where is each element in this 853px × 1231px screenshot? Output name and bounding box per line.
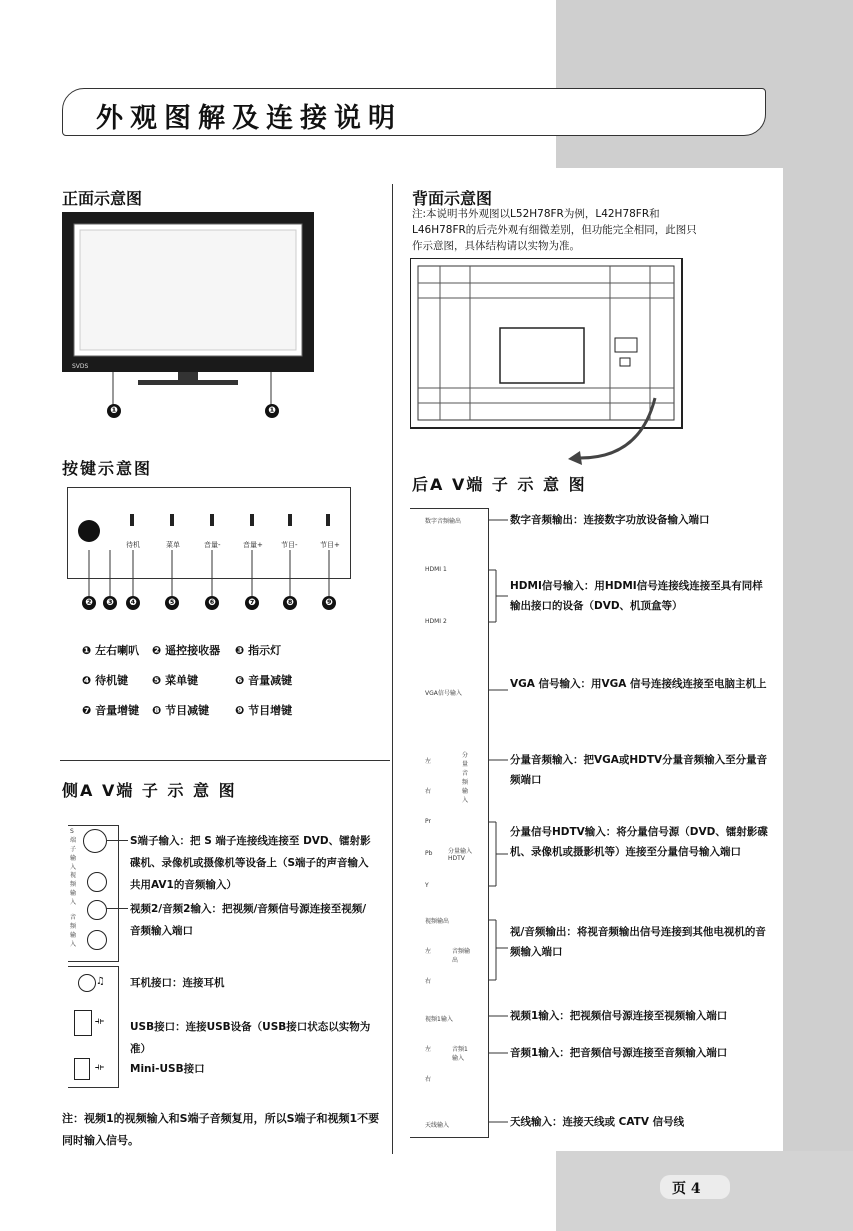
front-tv-illustration (60, 210, 320, 430)
marker-1-left: ❶ (107, 404, 121, 418)
marker-5: ❺ (165, 596, 179, 610)
audio-left-port-icon (87, 900, 107, 920)
rear-item-component-audio: 分量音频输入：把VGA或HDTV分量音频输入至分量音频端口 (510, 754, 768, 786)
marker-1-right: ❶ (265, 404, 279, 418)
front-heading: 正面示意图 (62, 189, 143, 208)
rear-port-out-l: 左 (425, 948, 432, 955)
page-title: 外观图解及连接说明 (96, 103, 402, 134)
side-port-label-video: 视频输入 (70, 872, 77, 906)
key-label-vol-up: 音量+ (243, 541, 263, 549)
marker-8: ❽ (283, 596, 297, 610)
marker-4: ❹ (126, 596, 140, 610)
rear-port-audio-out-title: 音频输出 (452, 948, 471, 964)
rear-item-hdmi: HDMI信号输入：用HDMI信号连接线连接至具有同样输出接口的设备（DVD、机顶盒等） (510, 580, 763, 612)
rear-item-vga: VGA 信号输入：用VGA 信号连接线连接至电脑主机上 (510, 678, 767, 690)
rear-port-hdmi1: HDMI 1 (425, 566, 447, 573)
side-item-mini-usb: Mini-USB接口 (130, 1063, 205, 1075)
legend-8: ❽ 节目减键 (152, 704, 210, 717)
rear-port-in-r: 右 (425, 1076, 432, 1083)
side-item-video2: 视频2/音频2输入：把视频/音频信号源连接至视频/音频输入端口 (130, 903, 367, 937)
legend-1: ❶ 左右喇叭 (82, 644, 140, 657)
side-av-note: 注：视频1的视频输入和S端子音频复用，所以S端子和视频1不要同时输入信号。 (62, 1112, 380, 1147)
rear-port-vga: VGA信号输入 (425, 690, 462, 697)
key-label-ch-up: 节目+ (320, 541, 340, 549)
page-number: 页 4 (672, 1181, 701, 1197)
marker-6: ❻ (205, 596, 219, 610)
mini-usb-icon: ⟛ (95, 1062, 105, 1073)
rear-item-audio1: 音频1输入：把音频信号源连接至音频输入端口 (510, 1047, 728, 1059)
rear-port-video-out: 视频输出 (425, 918, 450, 925)
marker-7: ❼ (245, 596, 259, 610)
rear-item-antenna: 天线输入：连接天线或 CATV 信号线 (510, 1116, 685, 1128)
rear-port-comp-audio-r: 右 (425, 788, 432, 795)
marker-2: ❷ (82, 596, 96, 610)
remote-receiver-icon (78, 520, 100, 542)
key-ch-down-icon (288, 514, 292, 526)
rear-port-comp-audio-l: 左 (425, 758, 432, 765)
rear-item-spdif: 数字音频输出：连接数字功放设备输入端口 (510, 514, 710, 526)
rear-item-hdtv: 分量信号HDTV输入：将分量信号源（DVD、镭射影碟机、录像机或摄影机等）连接至分量信号输入端口 (510, 826, 768, 858)
legend-5: ❺ 菜单键 (152, 674, 199, 687)
headphone-icon: ♫ (96, 976, 105, 987)
rear-port-out-r: 右 (425, 978, 432, 985)
key-label-vol-down: 音量- (204, 541, 221, 549)
center-divider (392, 184, 393, 1154)
legend-6: ❻ 音量减键 (235, 674, 293, 687)
rear-item-av-out: 视/音频输出：将视音频输出信号连接到其他电视机的音频输入端口 (510, 926, 766, 958)
marker-3: ❸ (103, 596, 117, 610)
s-video-port-icon (83, 829, 107, 853)
divider (60, 760, 390, 761)
key-label-menu: 菜单 (166, 541, 180, 549)
side-av-heading: 侧A V端 子 示 意 图 (62, 781, 237, 800)
video-port-icon (87, 872, 107, 892)
button-leader-lines (67, 550, 349, 600)
legend-9: ❾ 节目增键 (235, 704, 293, 717)
key-vol-down-icon (210, 514, 214, 526)
side-port-label-audio: 音频输入 (70, 914, 77, 948)
key-menu-icon (170, 514, 174, 526)
usb-port-icon (74, 1010, 92, 1036)
rear-leader-lines (488, 508, 510, 1136)
legend-3: ❸ 指示灯 (235, 644, 282, 657)
rear-port-antenna: 天线输入 (425, 1122, 450, 1129)
headphone-port-icon (78, 974, 96, 992)
rear-port-in-l: 左 (425, 1046, 432, 1053)
rear-port-video1-in: 视频1输入 (425, 1016, 453, 1023)
side-leader-1 (106, 840, 128, 841)
rear-av-heading: 后A V端 子 示 意 图 (412, 475, 587, 494)
back-note: 注:本说明书外观图以L52H78FR为例，L42H78FR和L46H78FR的后壳外观有细微差别，但功能完全相同，此图只作示意图，具体结构请以实物为准。 (412, 208, 697, 252)
rear-tv-illustration (410, 258, 690, 468)
marker-9: ❾ (322, 596, 336, 610)
rear-port-spdif: 数字音频输出 (425, 518, 462, 525)
rear-port-pr: Pr (425, 818, 431, 825)
side-item-s-video: S端子输入：把 S 端子连接线连接至 DVD、镭射影碟机、录像机或摄像机等设备上（S端子的声音输入共用AV1的音频输入） (130, 835, 371, 891)
legend-7: ❼ 音量增键 (82, 704, 140, 717)
side-item-headphone: 耳机接口：连接耳机 (130, 977, 225, 989)
rear-port-pb: Pb (425, 850, 433, 857)
rear-av-panel (410, 508, 489, 1138)
side-port-label-s: S端子输入 (70, 828, 77, 871)
legend-4: ❹ 待机键 (82, 674, 129, 687)
rear-port-audio1-title: 音频1输入 (452, 1046, 468, 1062)
back-heading: 背面示意图 (412, 189, 493, 208)
key-vol-up-icon (250, 514, 254, 526)
rear-port-comp-audio-title: 分量音频输入 (462, 752, 469, 804)
usb-icon: ⟛ (95, 1016, 105, 1027)
buttons-heading: 按键示意图 (62, 459, 153, 478)
rear-item-video1: 视频1输入：把视频信号源连接至视频输入端口 (510, 1010, 728, 1022)
rear-port-hdtv-title: 分量输入 HDTV (448, 848, 473, 862)
gray-side-band (783, 0, 853, 1231)
mini-usb-port-icon (74, 1058, 90, 1080)
legend-2: ❷ 遥控接收器 (152, 644, 221, 657)
side-leader-2 (106, 908, 128, 909)
key-label-standby: 待机 (126, 541, 140, 549)
svg-text:SVDS: SVDS (72, 363, 89, 370)
rear-port-y: Y (425, 882, 429, 889)
rear-port-hdmi2: HDMI 2 (425, 618, 447, 625)
key-ch-up-icon (326, 514, 330, 526)
audio-right-port-icon (87, 930, 107, 950)
indicator-light-icon (130, 514, 134, 526)
side-item-usb: USB接口：连接USB设备（USB接口状态以实物为准） (130, 1021, 371, 1055)
key-label-ch-down: 节目- (281, 541, 298, 549)
